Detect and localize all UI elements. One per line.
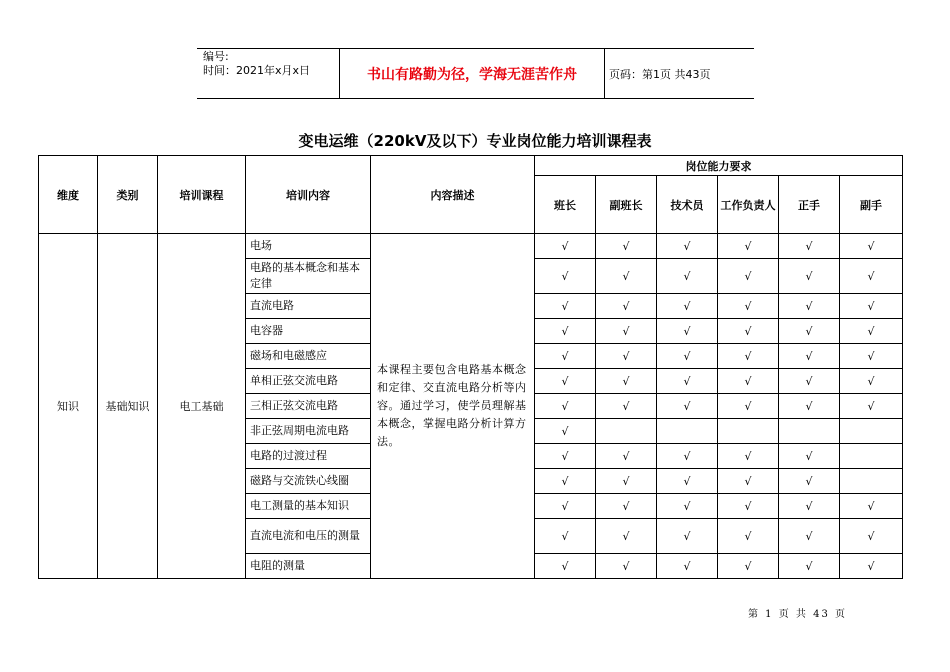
check-cell: √ [779,234,840,259]
check-cell: √ [718,319,779,344]
header-dimension: 维度 [39,156,98,234]
check-cell: √ [718,554,779,579]
check-cell: √ [657,294,718,319]
check-cell [840,469,903,494]
header-page-code: 页码：第1页 共43页 [609,67,711,81]
cell-content: 非正弦周期电流电路 [246,419,371,444]
check-cell: √ [657,554,718,579]
check-cell: √ [596,259,657,294]
check-cell: √ [596,344,657,369]
check-cell: √ [657,444,718,469]
check-cell: √ [840,234,903,259]
check-cell: √ [718,234,779,259]
header-role: 副手 [840,176,903,234]
cell-content: 电路的过渡过程 [246,444,371,469]
check-cell [840,444,903,469]
cell-description: 本课程主要包含电路基本概念和定律、交直流电路分析等内容。通过学习，使学员理解基本概念，掌握电路分析计算方法。 [371,234,535,579]
check-cell: √ [596,319,657,344]
page-footer: 第 1 页 共 43 页 [748,609,847,620]
check-cell: √ [535,319,596,344]
document-number-label: 编号: [203,50,229,63]
course-table [38,155,903,579]
check-cell: √ [657,519,718,554]
header-role: 工作负责人 [718,176,779,234]
cell-dimension: 知识 [39,234,98,579]
check-cell: √ [840,294,903,319]
check-cell: √ [718,469,779,494]
check-cell: √ [596,444,657,469]
page-title: 变电运维（220kV及以下）专业岗位能力培训课程表 [298,132,652,150]
cell-content: 直流电流和电压的测量 [246,519,371,554]
check-cell: √ [779,444,840,469]
header-category: 类别 [98,156,158,234]
check-cell: √ [718,394,779,419]
header-role: 班长 [535,176,596,234]
header-role: 技术员 [657,176,718,234]
cell-content: 电容器 [246,319,371,344]
cell-course: 电工基础 [158,234,246,579]
check-cell: √ [840,394,903,419]
check-cell: √ [535,494,596,519]
header-slogan: 书山有路勤为径，学海无涯苦作舟 [339,49,605,98]
check-cell: √ [535,554,596,579]
check-cell: √ [840,494,903,519]
check-cell: √ [596,234,657,259]
check-cell: √ [779,394,840,419]
check-cell: √ [779,494,840,519]
check-cell: √ [535,444,596,469]
cell-content: 电路的基本概念和基本定律 [246,259,371,294]
check-cell: √ [596,554,657,579]
header-role: 副班长 [596,176,657,234]
check-cell: √ [779,344,840,369]
check-cell: √ [535,419,596,444]
cell-content: 三相正弦交流电路 [246,394,371,419]
cell-content: 磁路与交流铁心线圈 [246,469,371,494]
cell-content: 直流电路 [246,294,371,319]
check-cell: √ [840,344,903,369]
check-cell: √ [596,469,657,494]
check-cell: √ [657,344,718,369]
header-course: 培训课程 [158,156,246,234]
check-cell: √ [535,294,596,319]
check-cell: √ [657,369,718,394]
check-cell: √ [840,319,903,344]
cell-category: 基础知识 [98,234,158,579]
check-cell: √ [596,294,657,319]
check-cell: √ [718,369,779,394]
check-cell: √ [779,294,840,319]
check-cell: √ [840,259,903,294]
cell-content: 磁场和电磁感应 [246,344,371,369]
check-cell: √ [535,519,596,554]
check-cell [840,419,903,444]
check-cell [596,419,657,444]
check-cell: √ [657,494,718,519]
check-cell: √ [535,394,596,419]
check-cell: √ [718,259,779,294]
table-row [39,234,903,259]
cell-content: 电工测量的基本知识 [246,494,371,519]
check-cell: √ [657,394,718,419]
check-cell: √ [718,519,779,554]
check-cell: √ [718,344,779,369]
check-cell: √ [779,319,840,344]
header-role: 正手 [779,176,840,234]
cell-content: 电阻的测量 [246,554,371,579]
check-cell: √ [596,394,657,419]
header-meta [203,50,310,78]
check-cell [657,419,718,444]
check-cell: √ [535,259,596,294]
check-cell [779,419,840,444]
check-cell: √ [657,319,718,344]
check-cell: √ [718,294,779,319]
check-cell: √ [779,369,840,394]
check-cell: √ [535,234,596,259]
check-cell: √ [718,444,779,469]
check-cell: √ [535,469,596,494]
check-cell: √ [657,234,718,259]
check-cell: √ [535,369,596,394]
check-cell: √ [596,519,657,554]
check-cell: √ [779,554,840,579]
header-content: 培训内容 [246,156,371,234]
check-cell: √ [596,369,657,394]
check-cell: √ [657,469,718,494]
check-cell: √ [840,369,903,394]
check-cell: √ [840,554,903,579]
cell-content: 单相正弦交流电路 [246,369,371,394]
check-cell: √ [779,519,840,554]
check-cell [718,419,779,444]
header-ability-group: 岗位能力要求 [535,156,903,176]
check-cell: √ [657,259,718,294]
header-description: 内容描述 [371,156,535,234]
document-time: 时间：2021年x月x日 [203,64,311,77]
check-cell: √ [840,519,903,554]
check-cell: √ [535,344,596,369]
check-cell: √ [596,494,657,519]
cell-content: 电场 [246,234,371,259]
check-cell: √ [718,494,779,519]
check-cell: √ [779,259,840,294]
document-header [197,48,754,99]
check-cell: √ [779,469,840,494]
